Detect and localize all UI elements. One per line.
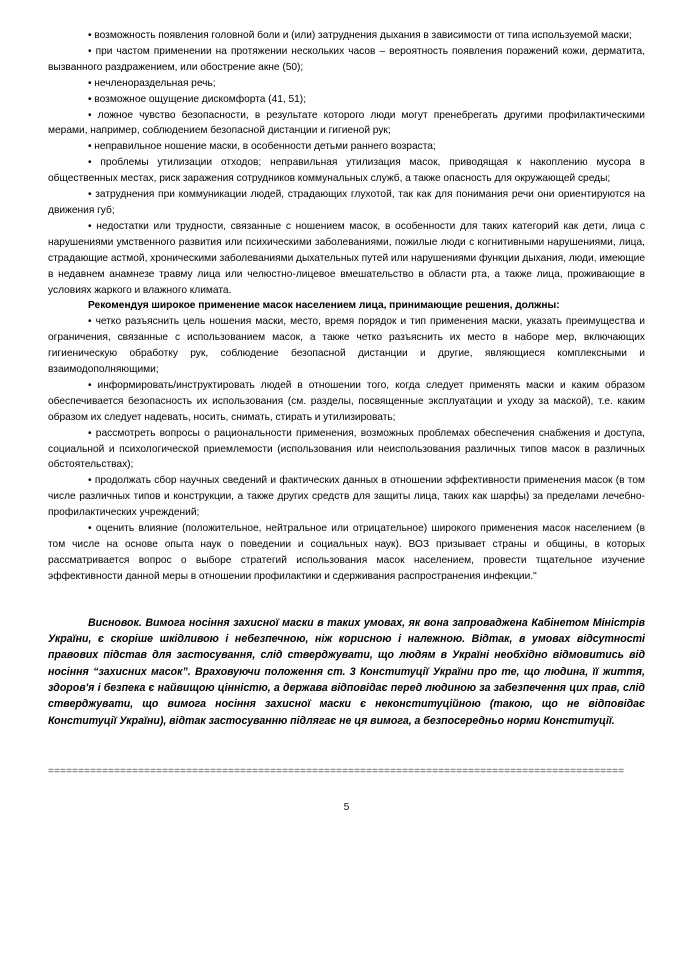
conclusion-paragraph: Висновок. Вимога носіння захисної маски в таких умовах, як вона запроваджена Кабінетом Міністрів України, є скоріше шкідливою і небезпечною, ніж корисною і належною. Відтак, в умовах відсутності правових підстав для застосування, слід стверджувати, що людям в Україні необхідно відмовитись від носіння “захисних масок”. Враховуючи положення ст. 3 Конституції України про те, що людина, її життя, здоров'я і безпека є найвищою цінністю, а держава відповідає перед людиною за забезпечення цих прав, слід стверджувати, що вимога носіння захисної маски є неконституційною (такою, що не відповідає Конституції України), відтак застосуванню підлягає не ця вимога, а безпосередньо норми Конституції. bbox=[48, 616, 645, 727]
bullet-item: • продолжать сбор научных сведений и фактических данных в отношении эффективности применения масок (в том числе различных типов и конструкции, а также других средств для защиты лица, таких как шарфы) за пределами лечебно-профилактических учреждений; bbox=[48, 475, 645, 519]
bullet-item: • возможное ощущение дискомфорта (41, 51); bbox=[88, 93, 307, 105]
footer-divider: ================================================================================================ bbox=[48, 766, 625, 778]
bullet-item: • возможность появления головной боли и (или) затруднения дыхания в зависимости от типа используемой маски; bbox=[88, 30, 632, 41]
bullet-item: • проблемы утилизации отходов; неправильная утилизация масок, приводящая к накоплению мусора в общественных местах, риск заражения сотрудников коммунальных служб, а также опасность для окружающей среды; bbox=[48, 157, 645, 185]
bullet-item: • при частом применении на протяжении нескольких часов – вероятность появления поражений кожи, дерматита, вызванного раздражением, или обострение акне (50); bbox=[48, 45, 645, 73]
bullet-item: • четко разъяснить цель ношения маски, место, время порядок и тип применения маски, указать преимущества и ограничения, связанные с использованием масок, а также четко разъяснить их место в наборе мер, включающих гигиеническую обработку рук, соблюдение безопасной дистанции и другие, являющиеся комплексными и взаимодополняющими; bbox=[48, 316, 645, 376]
bullet-item: • ложное чувство безопасности, в результате которого люди могут пренебрегать другими профилактическими мерами, например, соблюдением безопасной дистанции и гигиеной рук; bbox=[48, 109, 645, 137]
section-spacer bbox=[48, 585, 645, 615]
recommendations-heading: Рекомендуя широкое применение масок населением лица, принимающие решения, должны: bbox=[88, 300, 560, 312]
bullet-item: • нечленораздельная речь; bbox=[88, 77, 216, 89]
bullet-item: • информировать/инструктировать людей в отношении того, когда следует применять маски и каким образом обеспечивается безопасность их использования (см. разделы, посвященные эксплуатации и уходу за маской), т.е. каким образом их следует надевать, носить, снимать, стирать и утилизировать; bbox=[48, 379, 645, 423]
bullet-item: • недостатки или трудности, связанные с ношением масок, в особенности для таких категорий как дети, лица с нарушениями умственного развития или психическими заболеваниями, пожилые люди с когнитивными нарушениями, лица, страдающие астмой, хроническими заболеваниями дыхательных путей или нарушениями функции дыхания, люди, имеющие в недавнем анамнезе травму лица или челюстно-лицевое вмешательство в области рта, а также лица, проживающие в условиях жаркого и влажного климата. bbox=[48, 220, 645, 296]
bullet-item: • рассмотреть вопросы о рациональности применения, возможных проблемах обеспечения снабжения и доступа, социальной и психологической приемлемости (использования или неиспользования различных типов масок в различных обстоятельствах); bbox=[48, 427, 645, 471]
page-number: 5 bbox=[343, 801, 350, 813]
bullet-item: • оценить влияние (положительное, нейтральное или отрицательное) широкого применения масок населением (в том числе на основе опыта наук о поведении и социальных наук). ВОЗ призывает страны и общины, в которых рассматривается вопрос о выборе стратегий использования масок населением, провести тщательное изучение эффективности данной меры в отношении профилактики и сдерживания распространения инфекции." bbox=[48, 523, 645, 582]
page-content bbox=[48, 28, 645, 814]
bullet-item: • неправильное ношение маски, в особенности детьми раннего возраста; bbox=[88, 141, 436, 153]
bullet-item: • затруднения при коммуникации людей, страдающих глухотой, так как для понимания речи они ориентируются на движения губ; bbox=[48, 189, 645, 216]
